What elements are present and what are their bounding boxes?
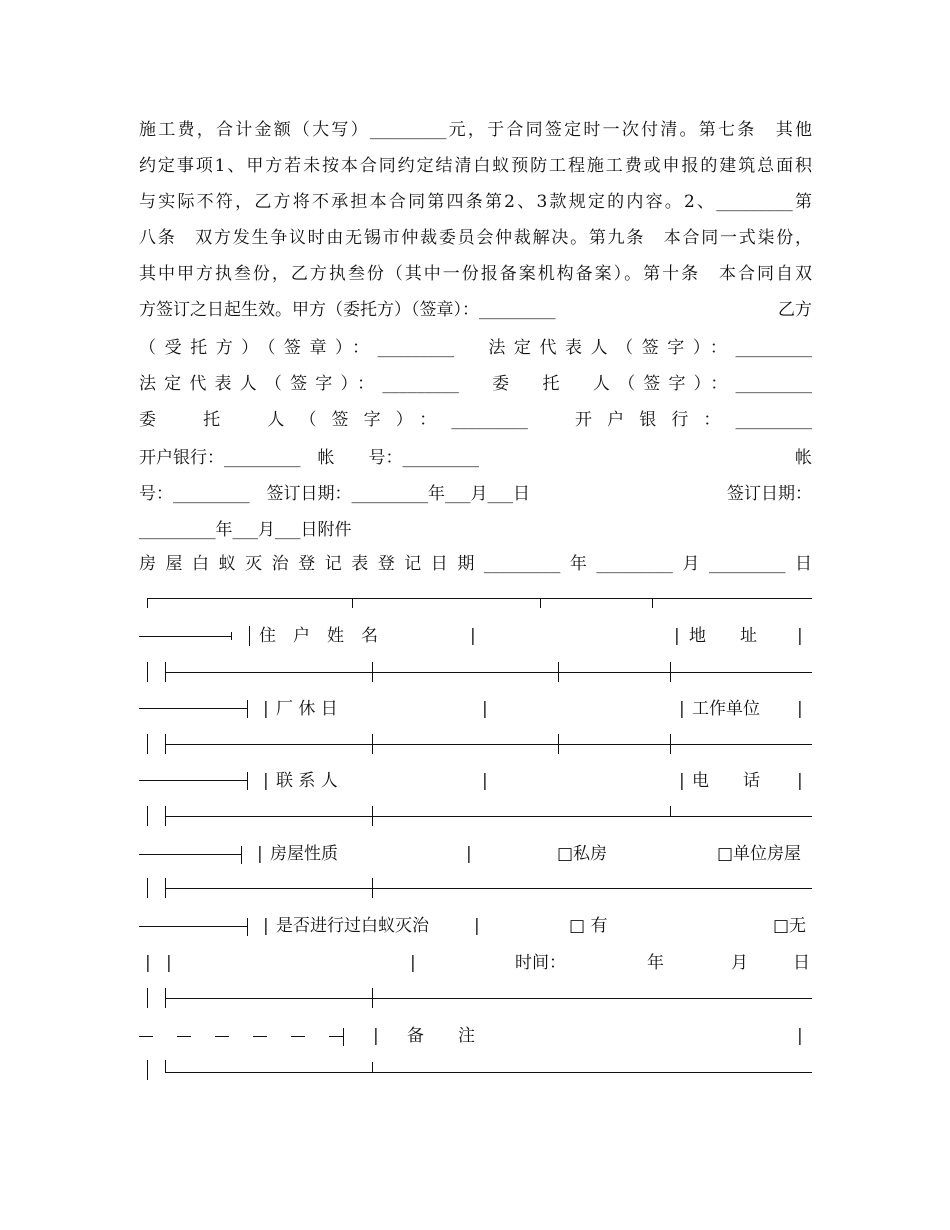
signing-line-8: 法定代表人（签字）：_________ 委 托 人（签字）：_________ — [139, 374, 812, 394]
table-row: | 备 注 | — [373, 1026, 803, 1046]
paragraph-line-5: 其中甲方执叁份，乙方执叁份（其中一份报备案机构备案）。第十条 本合同自双 — [139, 264, 812, 284]
account-label-start: 帐 — [795, 448, 812, 468]
paragraph-line-2: 约定事项1、甲方若未按本合同约定结清白蚁预防工程施工费或申报的建筑总面积 — [139, 156, 812, 176]
day-label: 日 — [793, 953, 810, 973]
paragraph-line-1: 施工费，合计金额（大写）_________元，于合同签定时一次付清。第七条 其他 — [139, 120, 812, 140]
party-a-signature: 方签订之日起生效。甲方（委托方）（签章）：_________ — [139, 300, 556, 320]
table-row: | 厂 休 日 | | 工作单位 | — [263, 699, 803, 719]
party-b-label: 乙方 — [778, 300, 812, 320]
yes-option[interactable]: □ 有 — [569, 916, 608, 936]
paragraph-line-3: 与实际不符，乙方将不承担本合同第四条第2、3款规定的内容。2、_________第 — [139, 192, 812, 212]
form-title-line: 房屋白蚁灭治登记表登记日期_________年_________月_________日 — [139, 554, 812, 574]
table-row: | 房屋性质 | □私房 □单位房屋 — [257, 844, 802, 864]
signing-date-fields: 号：_________ 签订日期：_________年___月___日 — [139, 484, 530, 504]
remarks-label: 备 注 — [407, 1026, 475, 1046]
address-label: 地 址 — [689, 626, 757, 646]
property-type-label: 房屋性质 — [270, 844, 338, 864]
contact-person-label: 联 系 人 — [276, 771, 338, 791]
year-label: 年 — [647, 953, 664, 973]
phone-label: 电 话 — [692, 771, 760, 791]
resident-name-label: 住 户 姓 名 — [259, 626, 378, 646]
work-unit-label: 工作单位 — [692, 699, 760, 719]
signing-line-10 — [139, 446, 812, 470]
table-row: | | | 时间： 年 月 日 — [145, 953, 810, 973]
signing-date-label: 签订日期： — [727, 484, 812, 504]
unit-house-option[interactable]: □单位房屋 — [717, 844, 802, 864]
month-label: 月 — [731, 953, 748, 973]
bank-account-fields: 开户银行：_________ 帐 号：_________ — [139, 448, 479, 468]
time-label: 时间： — [515, 953, 566, 973]
signing-line-6 — [139, 298, 812, 322]
paragraph-line-4: 八条 双方发生争议时由无锡市仲裁委员会仲裁解决。第九条 本合同一式柒份， — [139, 228, 812, 248]
weekly-rest-day-label: 厂 休 日 — [276, 699, 338, 719]
signing-line-12: _________年___月___日附件 — [139, 520, 352, 540]
private-house-option[interactable]: □私房 — [557, 844, 608, 864]
table-row: 住 户 姓 名 | | 地 址 | — [259, 626, 803, 646]
treated-before-label: 是否进行过白蚁灭治 — [276, 916, 429, 936]
table-row: | 联 系 人 | | 电 话 | — [263, 771, 803, 791]
signing-line-9: 委 托 人（签字）：_________ 开户银行：_________ — [139, 410, 812, 430]
signing-line-11 — [139, 482, 812, 506]
table-row: | 是否进行过白蚁灭治 | □ 有 □无 — [263, 916, 807, 936]
signing-line-7: （受托方）（签章）：_________ 法定代表人（签字）：_________ — [139, 338, 812, 358]
no-option[interactable]: □无 — [773, 916, 807, 936]
